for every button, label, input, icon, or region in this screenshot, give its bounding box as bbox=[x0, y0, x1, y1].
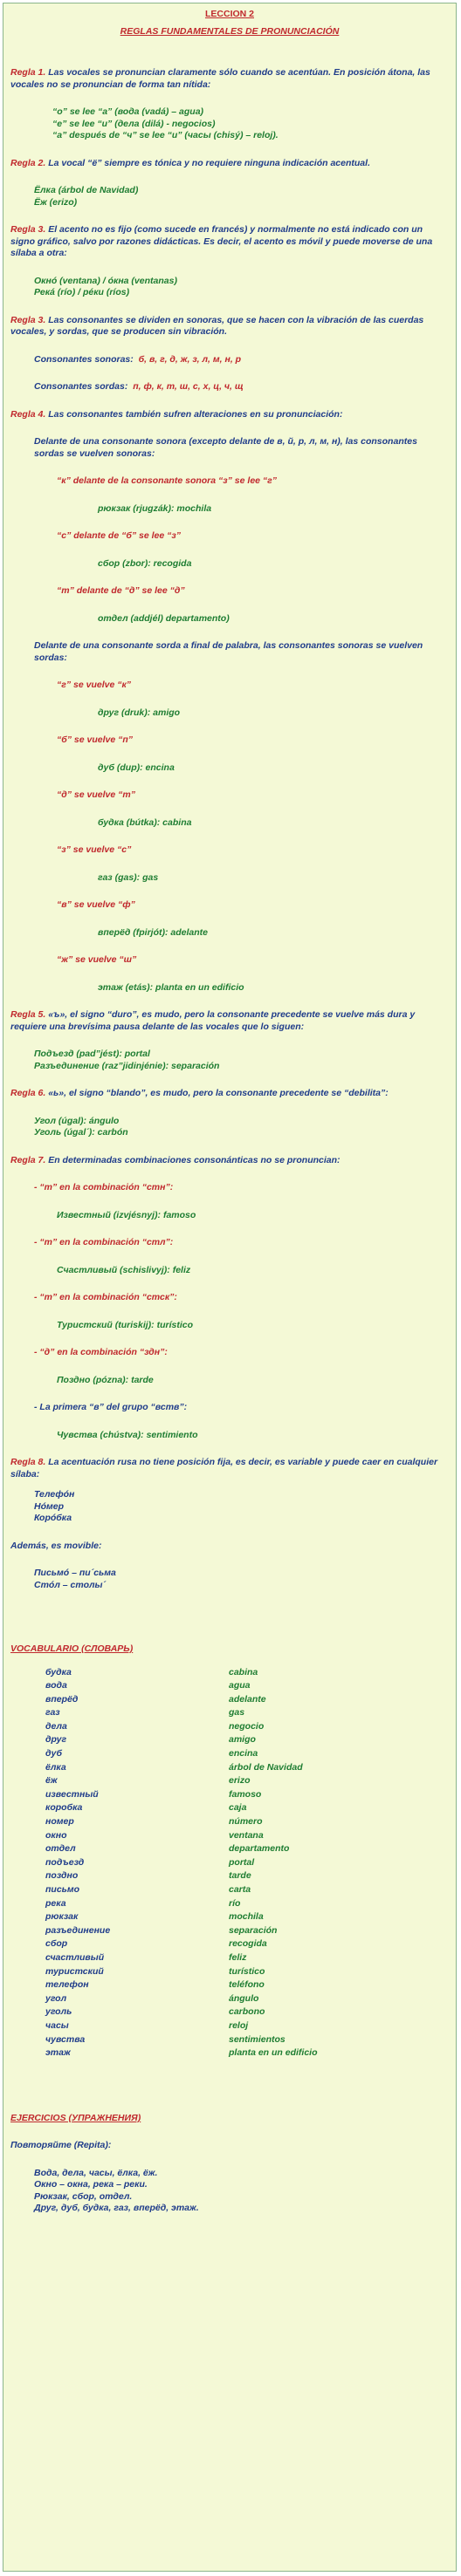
vocab-spanish: número bbox=[229, 1816, 263, 1828]
lesson-title: LECCION 2 bbox=[204, 9, 254, 19]
vocab-russian: будка bbox=[45, 1666, 72, 1677]
vocab-russian: друг bbox=[45, 1734, 67, 1746]
vocab-russian: угол bbox=[45, 1992, 67, 2004]
rule-7-example: Туристский (turiskij): turístico bbox=[57, 1319, 194, 1330]
exercise-line: Друг, дуб, будка, газ, вперёд, этаж. bbox=[34, 2203, 199, 2214]
rule-7-item: - “т” en la combinación “стн”: bbox=[34, 1182, 174, 1192]
vocab-spanish: caja bbox=[229, 1802, 247, 1814]
vocab-russian: известный bbox=[45, 1788, 99, 1800]
vocab-spanish: reloj bbox=[229, 2019, 249, 2031]
movable-heading: Además, es movible: bbox=[10, 1540, 102, 1551]
vocab-russian: окно bbox=[45, 1829, 67, 1841]
vocab-russian: ёж bbox=[45, 1775, 58, 1787]
vocab-spanish: negocio bbox=[229, 1720, 265, 1732]
vocab-russian: разъединение bbox=[45, 1924, 111, 1936]
movable-example: Письмó – пи´сьма bbox=[34, 1568, 116, 1578]
rule-3-example: Окнó (ventana) / óкна (ventanas) bbox=[34, 275, 177, 286]
rule-2: Regla 2. La vocal “ё” siempre es tónica y no requiere ninguna indicación acentual. bbox=[10, 157, 370, 168]
rule-4-item: “б” se vuelve “п” bbox=[57, 735, 134, 745]
lesson-subtitle: REGLAS FUNDAMENTALES DE PRONUNCIACIÓN bbox=[120, 25, 340, 37]
rule-2-example: Ёж (erizo) bbox=[34, 196, 78, 208]
vocab-russian: река bbox=[45, 1897, 66, 1909]
vocab-spanish: río bbox=[229, 1897, 241, 1909]
lesson-page bbox=[3, 3, 457, 2572]
rule-7: Regla 7. En determinadas combinaciones consonánticas no se pronuncian: bbox=[10, 1154, 341, 1165]
rule-4-example: дуб (dup): encina bbox=[98, 762, 175, 773]
rule-7-example: Счастливый (schislivyj): feliz bbox=[57, 1264, 191, 1275]
rule-4: Regla 4. Las consonantes también sufren alteraciones en su pronunciación: bbox=[10, 408, 343, 420]
vocab-russian: дела bbox=[45, 1720, 67, 1732]
movable-example: Стóл – столы´ bbox=[34, 1579, 106, 1590]
vocab-spanish: encina bbox=[229, 1748, 258, 1759]
vocab-spanish: tarde bbox=[229, 1870, 251, 1882]
rule-4-example: газ (gas): gas bbox=[98, 871, 159, 883]
rule-1: Regla 1. Las vocales se pronuncian claramente sólo cuando se acentúan. En posición átona, las vocales no se pronuncian de forma tan nítida: bbox=[10, 67, 430, 90]
rule-1-example: “а” después de “ч” se lee “и” (часы (chisý) – reloj). bbox=[52, 130, 279, 140]
vocab-spanish: portal bbox=[229, 1856, 255, 1868]
vocab-russian: газ bbox=[45, 1707, 60, 1718]
vocab-spanish: carta bbox=[229, 1884, 251, 1895]
repeat-instruction: Повторяйте (Repita): bbox=[10, 2140, 112, 2151]
voiced-consonants: Consonantes sonoras: б, в, г, д, ж, з, л, м, н, р bbox=[34, 353, 242, 365]
vocab-russian: сбор bbox=[45, 1938, 68, 1950]
rule-7-example: Известный (izvjésnyj): famoso bbox=[57, 1209, 196, 1220]
vocab-spanish: recogida bbox=[229, 1938, 267, 1950]
rule-6-example: Уголь (úgal´): carbón bbox=[34, 1127, 128, 1138]
rule-4-paragraph: Delante de una consonante sorda a final de palabra, las consonantes sonoras se vuelven sordas: bbox=[34, 640, 423, 663]
rule-5-example: Подъезд (pad”jést): portal bbox=[34, 1049, 150, 1059]
rule-5-example: Разъединение (raz”jidinjénie): separación bbox=[34, 1060, 220, 1071]
voiceless-consonants: Consonantes sordas: п, ф, к, т, ш, с, х, ц, ч, щ bbox=[34, 381, 244, 392]
rule-7-example: Поздно (pózna): tarde bbox=[57, 1374, 154, 1385]
stress-word: Нóмер bbox=[34, 1500, 65, 1512]
rule-4-item: “с” delante de “б” se lee “з” bbox=[57, 530, 181, 541]
rule-2-example: Ёлка (árbol de Navidad) bbox=[34, 185, 139, 195]
rule-7-item: - La primera “в” del grupo “вств”: bbox=[34, 1402, 188, 1412]
exercises-heading: EJERCICIOS (УПРАЖНЕНИЯ) bbox=[10, 2112, 141, 2123]
vocab-spanish: teléfono bbox=[229, 1979, 265, 1991]
rule-3-example: Рекá (río) / рéки (ríos) bbox=[34, 287, 130, 297]
rule-7-item: - “д” en la combinación “здн”: bbox=[34, 1347, 168, 1357]
rule-4-example: сбор (zbor): recogida bbox=[98, 557, 192, 569]
stress-word: Телефóн bbox=[34, 1489, 75, 1500]
rule-4-paragraph: Delante de una consonante sonora (excepto delante de в, й, р, л, м, н), las consonantes sordas se vuelven sonoras: bbox=[34, 436, 417, 459]
exercise-line: Рюкзак, сбор, отдел. bbox=[34, 2190, 133, 2202]
vocab-russian: письмо bbox=[45, 1884, 80, 1895]
rule-7-example: Чувства (chústva): sentimiento bbox=[57, 1429, 198, 1440]
rule-3: Regla 3. El acento no es fijo (como sucede en francés) y normalmente no está indicado con un signo gráfico, salvo por razones didácticas. Es decir, el acento es móvil y puede moverse de una sílaba a otra: bbox=[10, 224, 433, 258]
rule-1-example: “е” se lee “и” (дела (dilá) - negocios) bbox=[52, 118, 216, 129]
vocab-russian: чувства bbox=[45, 2033, 86, 2045]
vocab-spanish: ángulo bbox=[229, 1992, 259, 2004]
rule-4-item: “д” se vuelve “т” bbox=[57, 789, 135, 800]
rule-6-example: Угол (úgal): ángulo bbox=[34, 1115, 120, 1126]
vocab-spanish: adelante bbox=[229, 1693, 266, 1705]
vocab-russian: часы bbox=[45, 2019, 69, 2031]
rule-5: Regla 5. «ъ», el signo “duro”, es mudo, pero la consonante precedente se vuelve más dura y requiere una brevísima pausa delante de las vocales que lo siguen: bbox=[10, 1009, 416, 1032]
vocab-russian: поздно bbox=[45, 1870, 79, 1882]
rule-4-item: “к” delante de la consonante sonora “з” se lee “г” bbox=[57, 475, 278, 486]
rule-4-example: рюкзак (rjugzák): mochila bbox=[98, 502, 212, 514]
rule-4-item: “г” se vuelve “к” bbox=[57, 680, 132, 690]
vocab-russian: вперёд bbox=[45, 1693, 79, 1705]
vocab-russian: отдел bbox=[45, 1843, 76, 1855]
vocab-spanish: feliz bbox=[229, 1951, 247, 1963]
vocab-russian: счастливый bbox=[45, 1951, 105, 1963]
vocab-spanish: mochila bbox=[229, 1911, 264, 1923]
vocab-russian: ёлка bbox=[45, 1761, 66, 1773]
vocab-spanish: planta en un edificio bbox=[229, 2047, 318, 2059]
rule-3b: Regla 3. Las consonantes se dividen en sonoras, que se hacen con la vibración de las cuerdas vocales, y sordas, que se producen sin vibración. bbox=[10, 314, 424, 337]
vocabulary-table bbox=[10, 1666, 449, 2060]
vocab-spanish: turístico bbox=[229, 1965, 265, 1977]
rule-4-example: отдел (addjél) departamento) bbox=[98, 612, 230, 624]
vocab-spanish: cabina bbox=[229, 1666, 258, 1677]
vocabulary-heading: VOCABULARIO (СЛОВАРЬ) bbox=[10, 1643, 134, 1654]
vocab-spanish: agua bbox=[229, 1680, 251, 1691]
stress-word: Корóбка bbox=[34, 1513, 72, 1523]
rule-7-item: - “т” en la combinación “стск”: bbox=[34, 1292, 177, 1302]
vocab-russian: вода bbox=[45, 1680, 67, 1691]
vocab-spanish: ventana bbox=[229, 1829, 264, 1841]
vocab-spanish: separación bbox=[229, 1924, 278, 1936]
exercise-line: Вода, дела, часы, ёлка, ёж. bbox=[34, 2167, 158, 2178]
vocab-russian: рюкзак bbox=[45, 1911, 79, 1923]
rule-4-example: друг (druk): amigo bbox=[98, 707, 181, 718]
rule-6: Regla 6. «ь», el signo “blando”, es mudo, pero la consonante precedente se “debilita”: bbox=[10, 1088, 389, 1098]
rule-4-example: вперёд (fpirjót): adelante bbox=[98, 926, 209, 938]
vocab-russian: телефон bbox=[45, 1979, 89, 1991]
vocab-spanish: erizo bbox=[229, 1775, 251, 1787]
vocab-russian: номер bbox=[45, 1816, 74, 1828]
vocab-spanish: amigo bbox=[229, 1734, 256, 1746]
rule-4-example: этаж (etás): planta en un edificio bbox=[98, 981, 244, 993]
rule-4-item: “т” delante de “д” se lee “д” bbox=[57, 585, 185, 596]
vocab-spanish: famoso bbox=[229, 1788, 262, 1800]
rule-4-example: будка (bútka): cabina bbox=[98, 817, 192, 828]
vocab-spanish: gas bbox=[229, 1707, 245, 1718]
vocab-russian: дуб bbox=[45, 1748, 62, 1759]
vocab-russian: туристский bbox=[45, 1965, 104, 1977]
vocab-russian: подъезд bbox=[45, 1856, 85, 1868]
vocab-spanish: departamento bbox=[229, 1843, 290, 1855]
rule-4-item: “в” se vuelve “ф” bbox=[57, 899, 135, 910]
exercise-line: Окно – окна, река – реки. bbox=[34, 2179, 148, 2190]
vocab-russian: уголь bbox=[45, 2006, 72, 2018]
rule-4-item: “ж” se vuelve “ш” bbox=[57, 954, 137, 965]
vocab-russian: этаж bbox=[45, 2047, 71, 2059]
rule-4-item: “з” se vuelve “с” bbox=[57, 844, 132, 855]
vocab-spanish: sentimientos bbox=[229, 2033, 286, 2045]
vocab-russian: коробка bbox=[45, 1802, 83, 1814]
rule-7-item: - “т” en la combinación “стл”: bbox=[34, 1237, 174, 1247]
vocab-spanish: carbono bbox=[229, 2006, 265, 2018]
rule-1-example: “о” se lee “а” (вода (vadá) – agua) bbox=[52, 106, 204, 117]
rule-8: Regla 8. La acentuación rusa no tiene posición fija, es decir, es variable y puede caer en cualquier sílaba: bbox=[10, 1457, 438, 1479]
vocab-spanish: árbol de Navidad bbox=[229, 1761, 303, 1773]
